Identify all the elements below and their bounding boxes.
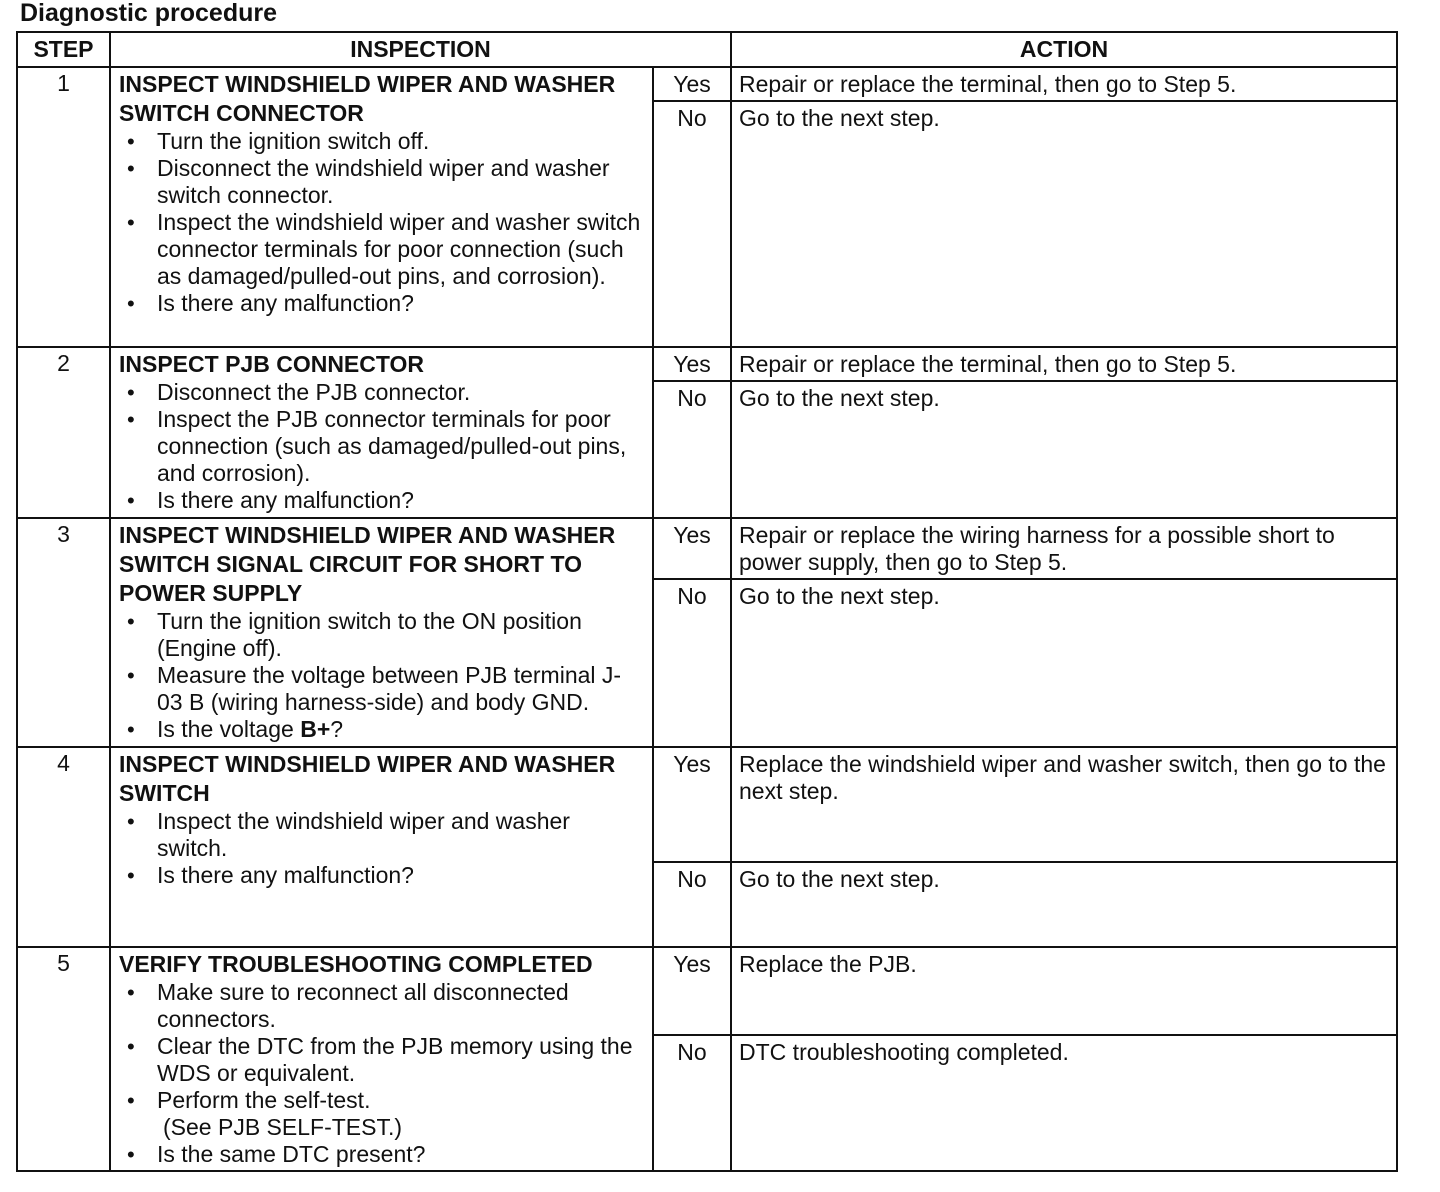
table-row [17, 947, 1397, 1035]
step-number: 2 [17, 347, 110, 518]
bullet-item: • Disconnect the windshield wiper and washer switch connector. [119, 155, 642, 209]
no-action: Go to the next step. [731, 101, 1397, 347]
step-heading: INSPECT WINDSHIELD WIPER AND WASHER SWITCH [119, 751, 616, 806]
no-action: Go to the next step. [731, 381, 1397, 518]
no-action: DTC troubleshooting completed. [731, 1035, 1397, 1171]
bullet-list [119, 608, 642, 743]
bullet-item: • Is there any malfunction? [119, 290, 642, 317]
bullet-note: (See PJB SELF-TEST.) [163, 1114, 403, 1140]
yes-label: Yes [653, 67, 731, 101]
no-action: Go to the next step. [731, 862, 1397, 947]
bullet-text: ? [330, 716, 344, 742]
bullet-item: • Is there any malfunction? [119, 862, 642, 889]
bullet-list [119, 128, 642, 317]
step-number: 1 [17, 67, 110, 347]
no-label: No [653, 862, 731, 947]
diagnostic-table [16, 31, 1398, 1172]
no-action: Go to the next step. [731, 579, 1397, 747]
yes-action: Repair or replace the terminal, then go to Step 5. [731, 347, 1397, 381]
yes-action: Replace the PJB. [731, 947, 1397, 1035]
bullet-list [119, 979, 642, 1168]
bullet-list [119, 379, 642, 514]
yes-action: Repair or replace the wiring harness for a possible short to power supply, then go to Step 5. [731, 518, 1397, 579]
bullet-text: Perform the self-test. [157, 1087, 371, 1113]
table-row [17, 67, 1397, 101]
step-heading: INSPECT PJB CONNECTOR [119, 351, 425, 377]
header-action: ACTION [731, 32, 1397, 67]
step-number: 5 [17, 947, 110, 1171]
yes-action: Repair or replace the terminal, then go to Step 5. [731, 67, 1397, 101]
bullet-item: • Inspect the windshield wiper and washer switch. [119, 808, 642, 862]
table-row [17, 518, 1397, 579]
step-heading: INSPECT WINDSHIELD WIPER AND WASHER SWITCH CONNECTOR [119, 71, 616, 126]
bullet-item: • Clear the DTC from the PJB memory using the WDS or equivalent. [119, 1033, 642, 1087]
step-heading: VERIFY TROUBLESHOOTING COMPLETED [119, 951, 593, 977]
header-step: STEP [17, 32, 110, 67]
no-label: No [653, 101, 731, 347]
bullet-item: • Is there any malfunction? [119, 487, 642, 514]
yes-label: Yes [653, 947, 731, 1035]
table-row [17, 347, 1397, 381]
inspection-cell [110, 947, 653, 1171]
header-row [17, 32, 1397, 67]
no-label: No [653, 1035, 731, 1171]
yes-label: Yes [653, 518, 731, 579]
bullet-item [119, 1087, 642, 1141]
bullet-list [119, 808, 642, 889]
no-label: No [653, 381, 731, 518]
page-title: Diagnostic procedure [20, 0, 277, 27]
inspection-cell [110, 747, 653, 947]
bullet-item: • Is the same DTC present? [119, 1141, 642, 1168]
step-heading: INSPECT WINDSHIELD WIPER AND WASHER SWITCH SIGNAL CIRCUIT FOR SHORT TO POWER SUPPLY [119, 522, 616, 606]
bullet-item: • Inspect the PJB connector terminals for poor connection (such as damaged/pulled-out pins, and corrosion). [119, 406, 642, 487]
bullet-text-strong: B+ [300, 716, 331, 742]
yes-label: Yes [653, 347, 731, 381]
inspection-cell [110, 347, 653, 518]
yes-action: Replace the windshield wiper and washer switch, then go to the next step. [731, 747, 1397, 862]
inspection-cell [110, 518, 653, 747]
bullet-text: Is the voltage [157, 716, 301, 742]
step-number: 3 [17, 518, 110, 747]
header-inspection: INSPECTION [110, 32, 731, 67]
bullet-item: • Turn the ignition switch to the ON position (Engine off). [119, 608, 642, 662]
bullet-item: • Disconnect the PJB connector. [119, 379, 642, 406]
bullet-item: • Make sure to reconnect all disconnected connectors. [119, 979, 642, 1033]
bullet-item: • Measure the voltage between PJB terminal J-03 B (wiring harness-side) and body GND. [119, 662, 642, 716]
yes-label: Yes [653, 747, 731, 862]
inspection-cell [110, 67, 653, 347]
step-number: 4 [17, 747, 110, 947]
bullet-item: • Inspect the windshield wiper and washer switch connector terminals for poor connection (such as damaged/pulled-out pins, and corrosion). [119, 209, 642, 290]
bullet-item [119, 716, 642, 743]
bullet-item: • Turn the ignition switch off. [119, 128, 642, 155]
table-row [17, 747, 1397, 862]
no-label: No [653, 579, 731, 747]
